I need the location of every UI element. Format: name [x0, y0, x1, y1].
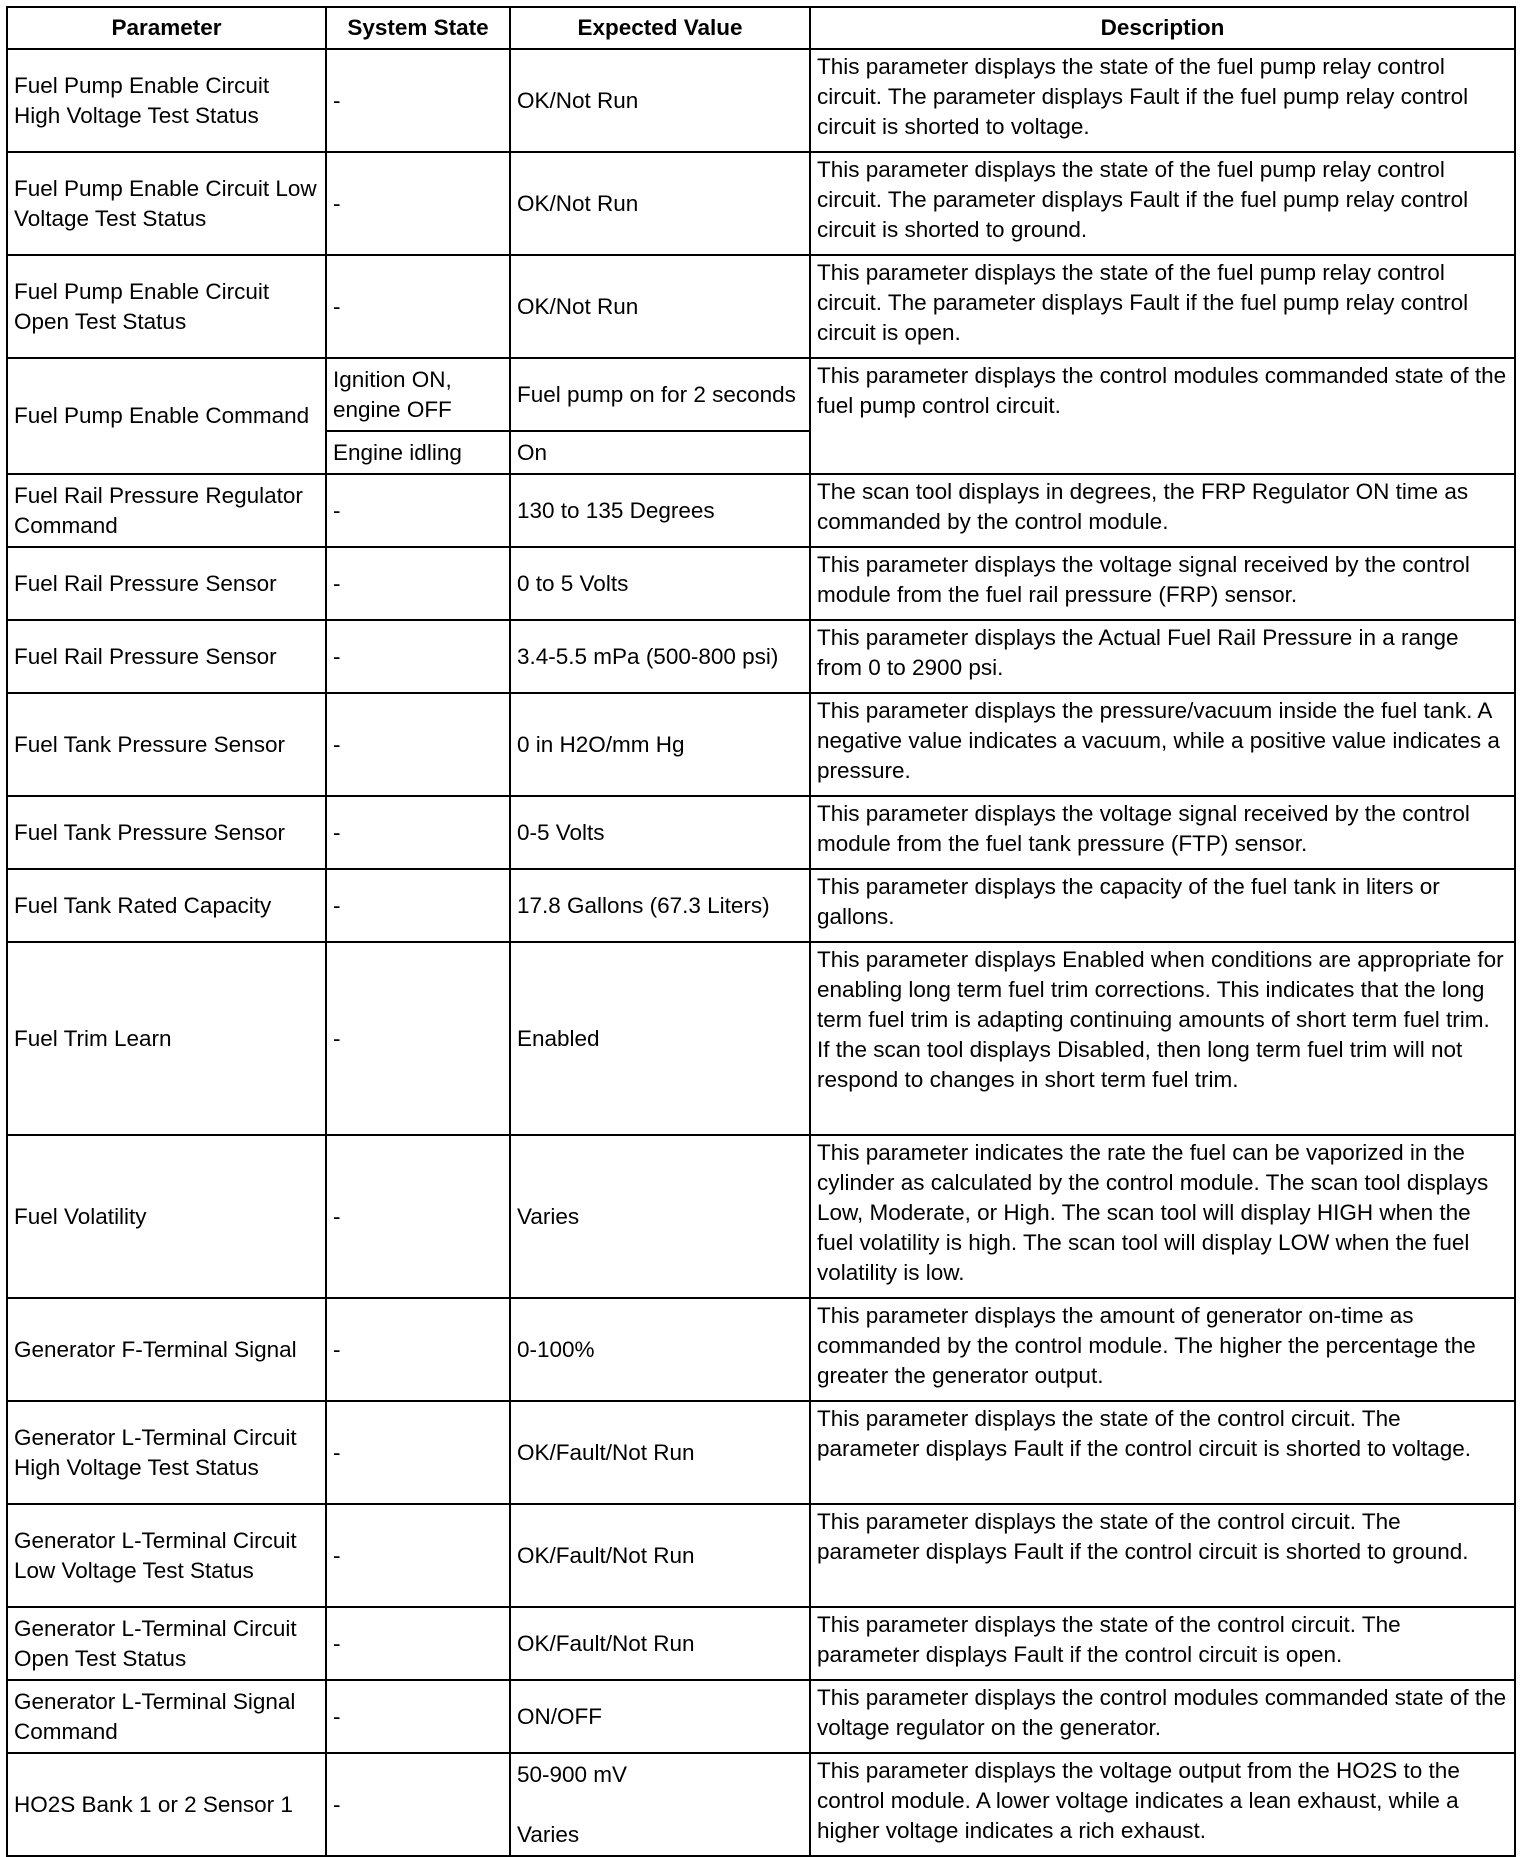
- description-cell: This parameter displays the state of the fuel pump relay control circuit. The parameter displays Fault if the fuel pump relay control circuit is open.: [810, 255, 1515, 358]
- expected-value-cell: OK/Not Run: [510, 255, 810, 358]
- table-row: [7, 255, 1515, 358]
- description-cell: This parameter displays the voltage signal received by the control module from the fuel rail pressure (FRP) sensor.: [810, 547, 1515, 620]
- system-state-cell: -: [326, 1504, 510, 1607]
- parameter-cell: Generator F-Terminal Signal: [7, 1298, 326, 1401]
- description-cell: This parameter displays the state of the control circuit. The parameter displays Fault if the control circuit is open.: [810, 1607, 1515, 1680]
- table-row: [7, 942, 1515, 1135]
- table-header-row: [7, 7, 1515, 49]
- parameter-cell: Generator L-Terminal Circuit High Voltage Test Status: [7, 1401, 326, 1504]
- table-row: [7, 1607, 1515, 1680]
- system-state-cell: -: [326, 1401, 510, 1504]
- system-state-cell: -: [326, 693, 510, 796]
- header-description: Description: [810, 7, 1515, 49]
- expected-value-cell: 130 to 135 Degrees: [510, 474, 810, 547]
- parameter-cell: Fuel Rail Pressure Sensor: [7, 547, 326, 620]
- system-state-cell: -: [326, 1298, 510, 1401]
- expected-value-line: Varies: [517, 1821, 580, 1847]
- table-row: [7, 869, 1515, 942]
- expected-value-cell: [510, 1753, 810, 1856]
- description-cell: This parameter displays the state of the fuel pump relay control circuit. The parameter displays Fault if the fuel pump relay control circuit is shorted to voltage.: [810, 49, 1515, 152]
- description-cell: This parameter displays the Actual Fuel Rail Pressure in a range from 0 to 2900 psi.: [810, 620, 1515, 693]
- system-state-cell: -: [326, 796, 510, 869]
- parameter-cell: Fuel Tank Pressure Sensor: [7, 693, 326, 796]
- system-state-cell: -: [326, 474, 510, 547]
- table-row: [7, 152, 1515, 255]
- parameter-cell: Fuel Pump Enable Command: [7, 358, 326, 474]
- description-cell: This parameter displays the state of the control circuit. The parameter displays Fault if the control circuit is shorted to voltage.: [810, 1401, 1515, 1504]
- table-row: [7, 1753, 1515, 1856]
- description-cell: This parameter displays the voltage output from the HO2S to the control module. A lower voltage indicates a lean exhaust, while a higher voltage indicates a rich exhaust.: [810, 1753, 1515, 1856]
- description-cell: This parameter displays the voltage signal received by the control module from the fuel tank pressure (FTP) sensor.: [810, 796, 1515, 869]
- system-state-cell: -: [326, 942, 510, 1135]
- parameter-cell: Fuel Tank Pressure Sensor: [7, 796, 326, 869]
- table-row: [7, 474, 1515, 547]
- table-row: [7, 620, 1515, 693]
- expected-value-cell: 17.8 Gallons (67.3 Liters): [510, 869, 810, 942]
- expected-value-cell: OK/Not Run: [510, 49, 810, 152]
- expected-value-cell: 0 in H2O/mm Hg: [510, 693, 810, 796]
- table-row: [7, 1298, 1515, 1401]
- expected-value-cell: OK/Fault/Not Run: [510, 1607, 810, 1680]
- description-cell: This parameter displays the state of the control circuit. The parameter displays Fault if the control circuit is shorted to ground.: [810, 1504, 1515, 1607]
- system-state-cell: -: [326, 1753, 510, 1856]
- table-row: [7, 358, 1515, 431]
- header-parameter: Parameter: [7, 7, 326, 49]
- expected-value-cell: Enabled: [510, 942, 810, 1135]
- parameter-cell: Generator L-Terminal Signal Command: [7, 1680, 326, 1753]
- expected-value-cell: 0 to 5 Volts: [510, 547, 810, 620]
- parameter-cell: HO2S Bank 1 or 2 Sensor 1: [7, 1753, 326, 1856]
- expected-value-cell: OK/Fault/Not Run: [510, 1401, 810, 1504]
- table-row: [7, 547, 1515, 620]
- system-state-cell: -: [326, 1680, 510, 1753]
- system-state-cell: -: [326, 255, 510, 358]
- system-state-cell: Engine idling: [326, 431, 510, 474]
- expected-value-cell: OK/Fault/Not Run: [510, 1504, 810, 1607]
- header-system-state: System State: [326, 7, 510, 49]
- system-state-cell: -: [326, 869, 510, 942]
- system-state-cell: Ignition ON, engine OFF: [326, 358, 510, 431]
- system-state-cell: -: [326, 152, 510, 255]
- table-row: [7, 1680, 1515, 1753]
- expected-value-cell: OK/Not Run: [510, 152, 810, 255]
- expected-value-line: 50-900 mV: [517, 1761, 628, 1787]
- description-cell: This parameter displays Enabled when conditions are appropriate for enabling long term fuel trim corrections. This indicates that the long term fuel trim is adapting continuing amounts of short term fuel trim. If the scan tool displays Disabled, then long term fuel trim will not respond to changes in short term fuel trim.: [810, 942, 1515, 1135]
- description-cell: This parameter displays the control modules commanded state of the fuel pump control circuit.: [810, 358, 1515, 474]
- line-gap: [517, 1790, 803, 1820]
- parameter-cell: Generator L-Terminal Circuit Low Voltage Test Status: [7, 1504, 326, 1607]
- description-cell: The scan tool displays in degrees, the FRP Regulator ON time as commanded by the control module.: [810, 474, 1515, 547]
- description-cell: This parameter displays the pressure/vacuum inside the fuel tank. A negative value indicates a vacuum, while a positive value indicates a pressure.: [810, 693, 1515, 796]
- system-state-cell: -: [326, 547, 510, 620]
- system-state-cell: -: [326, 1135, 510, 1298]
- parameter-cell: Fuel Pump Enable Circuit Low Voltage Test Status: [7, 152, 326, 255]
- parameter-cell: Generator L-Terminal Circuit Open Test Status: [7, 1607, 326, 1680]
- table-row: [7, 49, 1515, 152]
- table-row: [7, 796, 1515, 869]
- expected-value-cell: 3.4-5.5 mPa (500-800 psi): [510, 620, 810, 693]
- expected-value-cell: On: [510, 431, 810, 474]
- expected-value-cell: Fuel pump on for 2 seconds: [510, 358, 810, 431]
- description-cell: This parameter indicates the rate the fuel can be vaporized in the cylinder as calculated by the control module. The scan tool displays Low, Moderate, or High. The scan tool will display HIGH when the fuel volatility is high. The scan tool will display LOW when the fuel volatility is low.: [810, 1135, 1515, 1298]
- table-row: [7, 1135, 1515, 1298]
- table-row: [7, 1401, 1515, 1504]
- table-row: [7, 693, 1515, 796]
- system-state-cell: -: [326, 1607, 510, 1680]
- parameter-cell: Fuel Trim Learn: [7, 942, 326, 1135]
- parameter-cell: Fuel Pump Enable Circuit Open Test Status: [7, 255, 326, 358]
- description-cell: This parameter displays the capacity of the fuel tank in liters or gallons.: [810, 869, 1515, 942]
- header-expected-value: Expected Value: [510, 7, 810, 49]
- system-state-cell: -: [326, 620, 510, 693]
- parameter-cell: Fuel Pump Enable Circuit High Voltage Test Status: [7, 49, 326, 152]
- parameter-cell: Fuel Rail Pressure Regulator Command: [7, 474, 326, 547]
- table-row: [7, 1504, 1515, 1607]
- expected-value-cell: Varies: [510, 1135, 810, 1298]
- parameter-cell: Fuel Rail Pressure Sensor: [7, 620, 326, 693]
- system-state-cell: -: [326, 49, 510, 152]
- parameter-cell: Fuel Tank Rated Capacity: [7, 869, 326, 942]
- expected-value-cell: 0-100%: [510, 1298, 810, 1401]
- expected-value-cell: 0-5 Volts: [510, 796, 810, 869]
- description-cell: This parameter displays the state of the fuel pump relay control circuit. The parameter displays Fault if the fuel pump relay control circuit is shorted to ground.: [810, 152, 1515, 255]
- description-cell: This parameter displays the control modules commanded state of the voltage regulator on the generator.: [810, 1680, 1515, 1753]
- description-cell: This parameter displays the amount of generator on-time as commanded by the control module. The higher the percentage the greater the generator output.: [810, 1298, 1515, 1401]
- expected-value-cell: ON/OFF: [510, 1680, 810, 1753]
- parameter-table: [6, 6, 1516, 1857]
- parameter-cell: Fuel Volatility: [7, 1135, 326, 1298]
